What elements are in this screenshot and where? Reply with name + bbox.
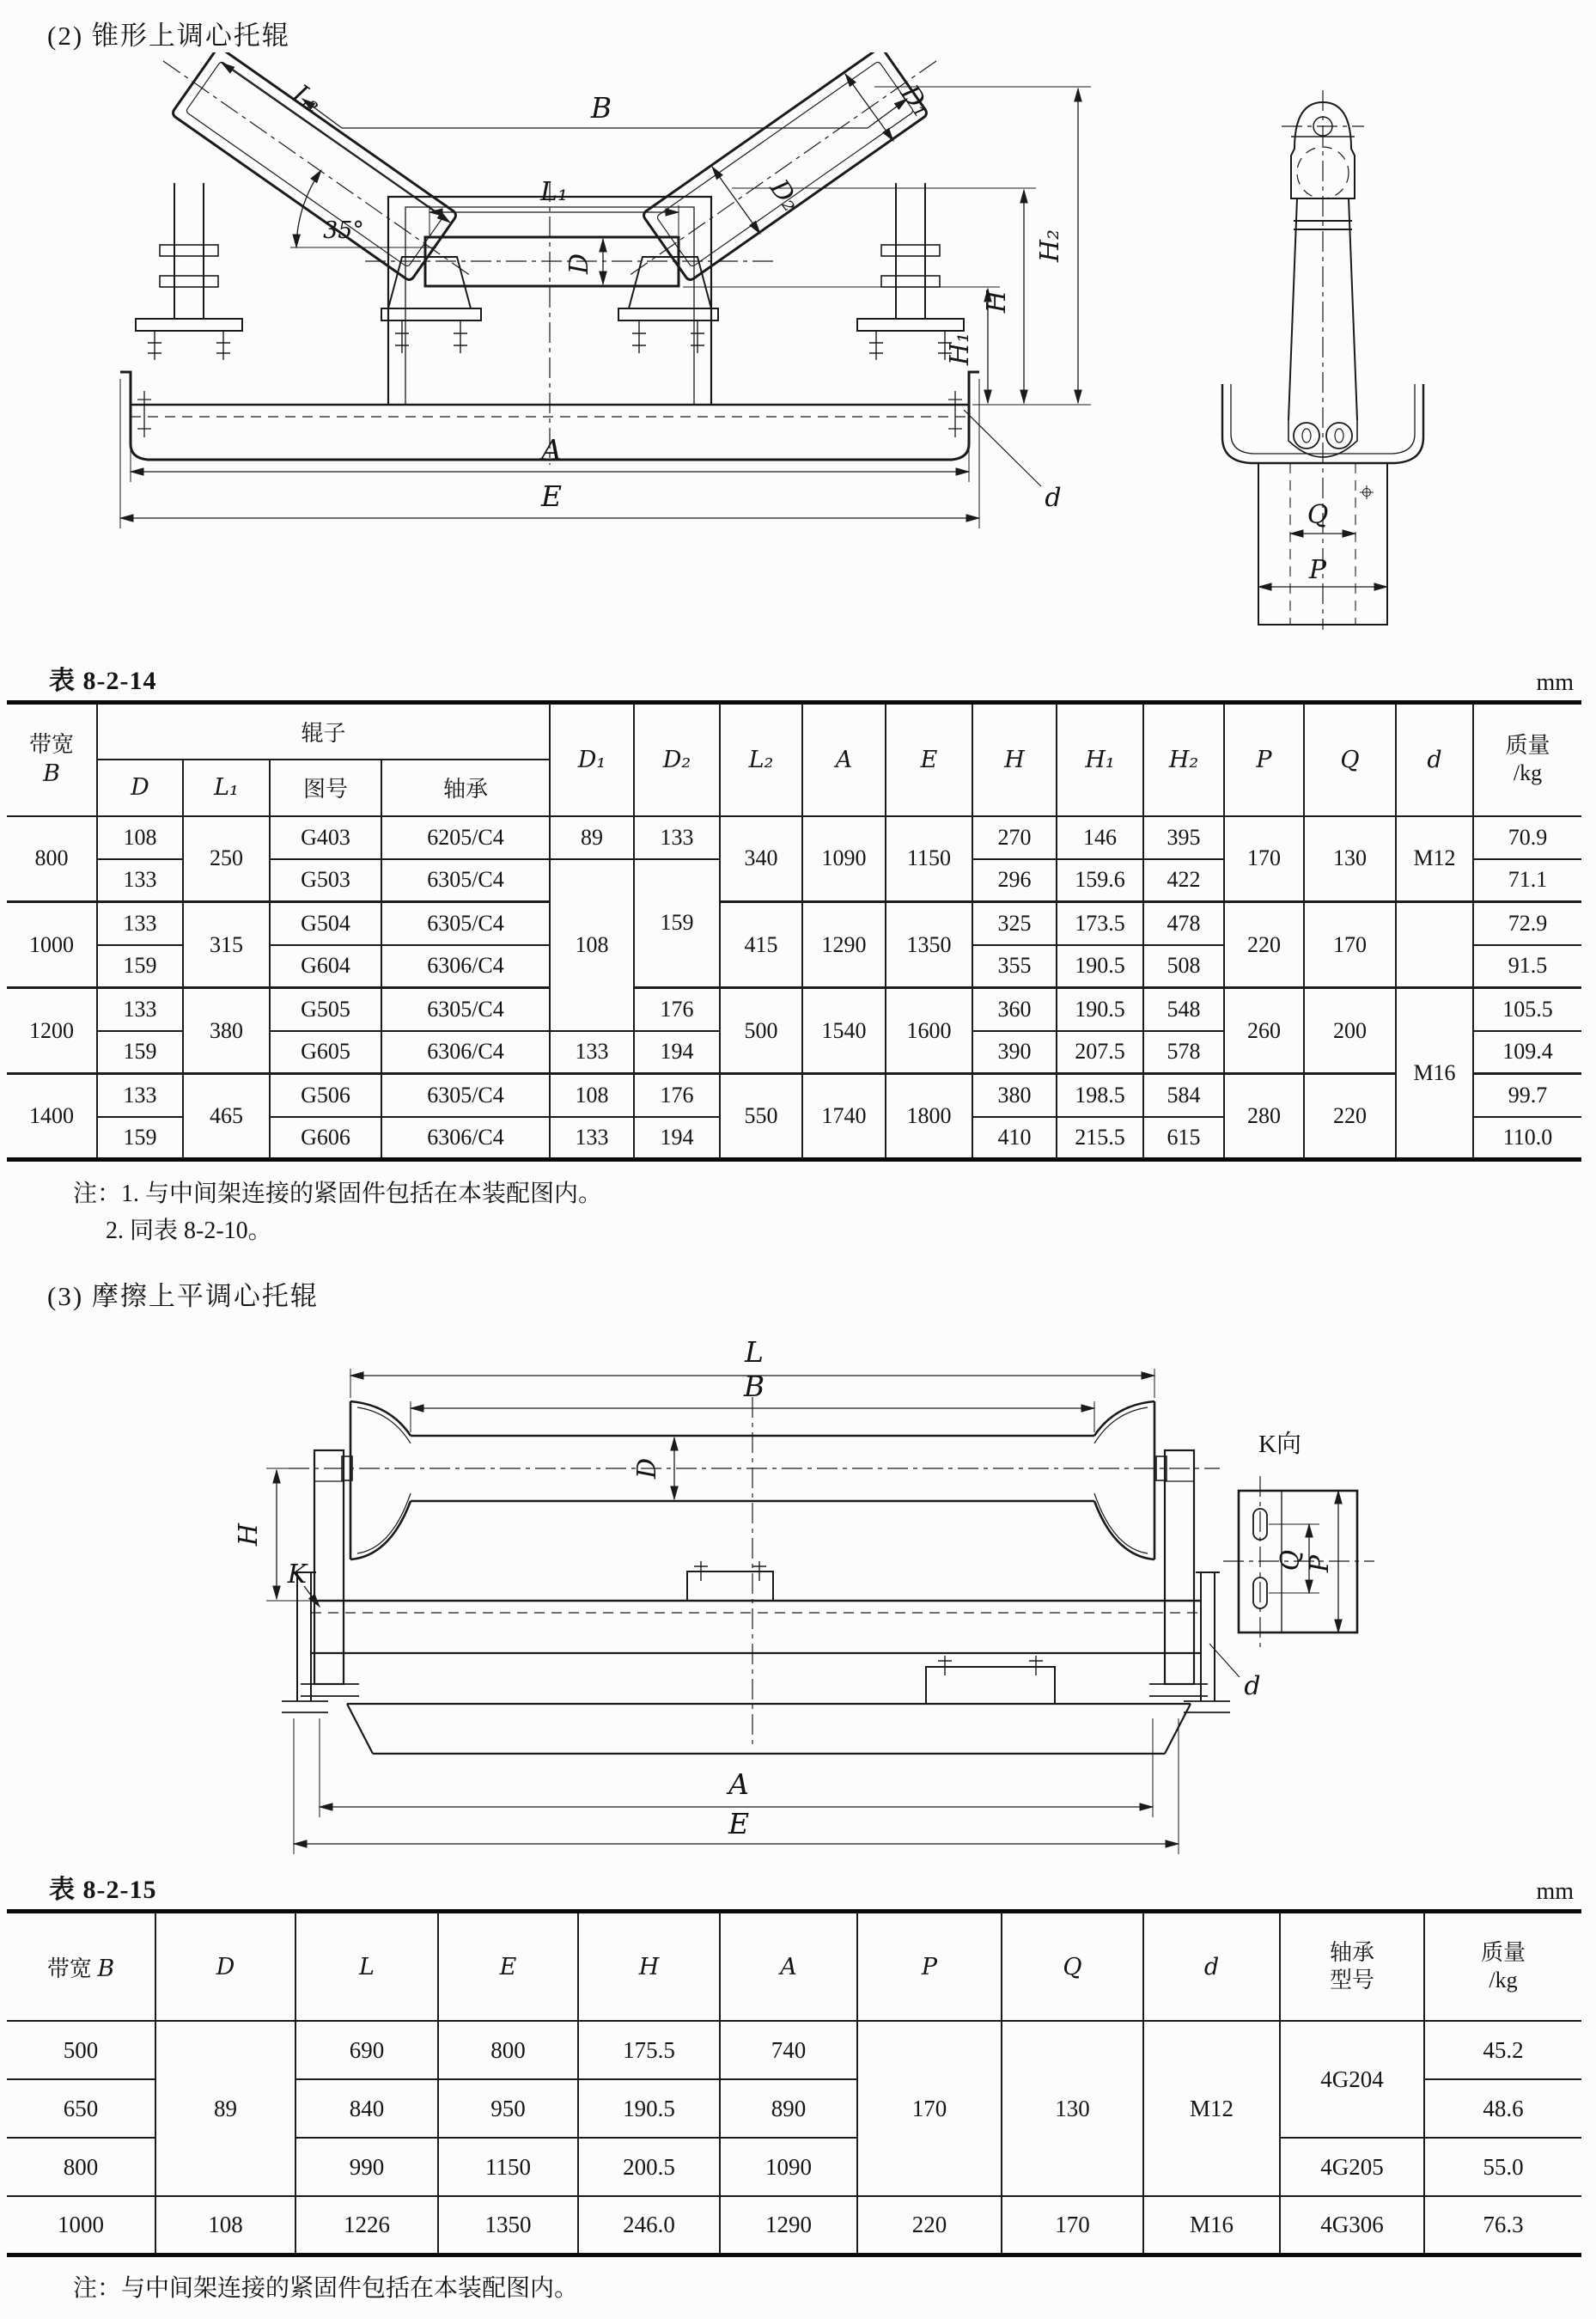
cell-P: 260 [1224, 988, 1304, 1074]
dim-label-L: L [745, 1334, 764, 1369]
cell-H2: 584 [1143, 1074, 1224, 1117]
cell-L2: 340 [720, 816, 802, 902]
cell-brg: 6305/C4 [381, 859, 550, 902]
cell-B: 800 [7, 816, 97, 902]
cell-L: 840 [295, 2079, 438, 2138]
header-P: P [857, 1911, 1002, 2021]
cell-mass: 91.5 [1473, 945, 1581, 988]
header-bearing-model [1280, 1911, 1424, 2021]
dim-label-D1: D₁ [894, 79, 937, 123]
cell-H: 390 [972, 1031, 1057, 1074]
cell-Q: 130 [1002, 2021, 1143, 2196]
cell-B: 1000 [7, 2196, 155, 2255]
cell-A: 1290 [802, 902, 886, 988]
cell-brg: 6306/C4 [381, 945, 550, 988]
cell-B: 1200 [7, 988, 97, 1074]
table-row [7, 2196, 1581, 2255]
cell-D2: 176 [634, 1074, 720, 1117]
cell-mass: 55.0 [1424, 2138, 1581, 2196]
header-mass-unit: /kg [1513, 760, 1543, 786]
front-view-structure [120, 52, 979, 465]
cell-H: 190.5 [578, 2079, 720, 2138]
dim-label-B: B [590, 91, 612, 125]
cell-D: 133 [97, 902, 183, 945]
cell-d: M16 [1396, 988, 1473, 1160]
cell-A: 1090 [802, 816, 886, 902]
cell-Q: 170 [1002, 2196, 1143, 2255]
idler-dimension-table-8-2-14 [7, 700, 1581, 1162]
cell-mass: 72.9 [1473, 902, 1581, 945]
cell-bearing: 4G204 [1280, 2021, 1424, 2138]
cell-E: 950 [438, 2079, 578, 2138]
cell-E: 800 [438, 2021, 578, 2079]
cell-B: 800 [7, 2138, 155, 2196]
dim-label-B: B [743, 1369, 765, 1403]
cell-H1: 207.5 [1057, 1031, 1143, 1074]
cell-H2: 615 [1143, 1117, 1224, 1160]
header-D: D [155, 1911, 295, 2021]
cell-d: M16 [1143, 2196, 1280, 2255]
cell-B: 650 [7, 2079, 155, 2138]
header-d: d [1143, 1911, 1280, 2021]
header-H: H [972, 703, 1057, 816]
table-row [7, 1074, 1581, 1117]
header-L: L [295, 1911, 438, 2021]
cell-H1: 215.5 [1057, 1117, 1143, 1160]
cell-H1: 198.5 [1057, 1074, 1143, 1117]
table-row [7, 2021, 1581, 2079]
cell-brg: 6205/C4 [381, 816, 550, 859]
table2-caption: 表 8-2-15 [49, 1875, 157, 1904]
dim-label-angle-35: 35° [323, 217, 364, 244]
header-Q: Q [1002, 1911, 1143, 2021]
cell-mass: 109.4 [1473, 1031, 1581, 1074]
trough-idler-assembly-drawing [0, 52, 1596, 654]
header-bearing: 轴承 [381, 760, 550, 816]
cell-H2: 578 [1143, 1031, 1224, 1074]
cell-A: 890 [720, 2079, 857, 2138]
k-view-label: K向 [1258, 1430, 1301, 1458]
table1-note-2: 2. 同表 8-2-10。 [106, 1217, 272, 1245]
header-P: P [1224, 703, 1304, 816]
cell-D: 159 [97, 1117, 183, 1160]
cell-Q: 130 [1304, 816, 1396, 902]
table1-note-1: 注：1. 与中间架连接的紧固件包括在本装配图内。 [73, 1181, 603, 1207]
cell-mass: 110.0 [1473, 1117, 1581, 1160]
cell-H1: 173.5 [1057, 902, 1143, 945]
cell-brg: 6306/C4 [381, 1031, 550, 1074]
side-view-structure [1222, 90, 1423, 630]
header-bandwidth [7, 703, 97, 816]
cell-fig: G504 [270, 902, 381, 945]
cell-H1: 190.5 [1057, 988, 1143, 1031]
section-3-heading: (3) 摩擦上平调心托辊 [47, 1280, 319, 1311]
cell-fig: G506 [270, 1074, 381, 1117]
table-row [7, 988, 1581, 1031]
cell-D2: 159 [634, 859, 720, 988]
header-L1: L₁ [183, 760, 270, 816]
cell-H: 360 [972, 988, 1057, 1031]
cell-H: 270 [972, 816, 1057, 859]
dim-label-Q: Q [1307, 500, 1329, 530]
cell-mass: 76.3 [1424, 2196, 1581, 2255]
cell-L1: 380 [183, 988, 270, 1074]
header-H: H [578, 1911, 720, 2021]
table1-unit: mm [1536, 669, 1574, 696]
dim-label-E: E [728, 1806, 750, 1840]
cell-H2: 422 [1143, 859, 1224, 902]
table2-caption-row [49, 1868, 1574, 1906]
cell-H1: 159.6 [1057, 859, 1143, 902]
table-row [7, 816, 1581, 859]
header-mass [1424, 1911, 1581, 2021]
cell-L: 690 [295, 2021, 438, 2079]
cell-fig: G605 [270, 1031, 381, 1074]
cell-L1: 250 [183, 816, 270, 902]
header-bandwidth-cn: 带宽 [46, 1956, 98, 1981]
header-mass-cn: 质量 [1505, 732, 1550, 758]
cell-A: 740 [720, 2021, 857, 2079]
table2-unit: mm [1536, 1877, 1574, 1905]
section-2-heading: (2) 锥形上调心托辊 [47, 21, 290, 51]
cell-H: 175.5 [578, 2021, 720, 2079]
cell-D: 159 [97, 1031, 183, 1074]
cell-B: 500 [7, 2021, 155, 2079]
cell-H: 410 [972, 1117, 1057, 1160]
cell-fig: G505 [270, 988, 381, 1031]
cell-P: 170 [857, 2021, 1002, 2196]
cell-H: 200.5 [578, 2138, 720, 2196]
cell-A: 1540 [802, 988, 886, 1074]
scanned-handbook-page [0, 14, 1596, 2319]
dim-label-H2: H₂ [1035, 229, 1065, 263]
header-mass [1473, 703, 1581, 816]
cell-mass: 99.7 [1473, 1074, 1581, 1117]
cell-L2: 500 [720, 988, 802, 1074]
cell-mass: 71.1 [1473, 859, 1581, 902]
cell-bearing: 4G205 [1280, 2138, 1424, 2196]
cell-L2: 415 [720, 902, 802, 988]
cell-fig: G503 [270, 859, 381, 902]
dim-label-D2: D₂ [764, 174, 807, 217]
header-bandwidth-var: B [43, 760, 60, 787]
cell-A: 1090 [720, 2138, 857, 2196]
cell-D1: 89 [550, 816, 634, 859]
dim-label-L1: L₁ [540, 177, 568, 207]
table-row [7, 902, 1581, 945]
header-fig-no: 图号 [270, 760, 381, 816]
header-L2: L₂ [720, 703, 802, 816]
flat-idler-assembly-drawing [0, 1313, 1596, 1863]
header-bandwidth-cn: 带宽 [28, 732, 74, 758]
cell-d: M12 [1396, 816, 1473, 902]
cell-fig: G606 [270, 1117, 381, 1160]
cell-D: 133 [97, 859, 183, 902]
cell-D2: 194 [634, 1117, 720, 1160]
cell-B: 1000 [7, 902, 97, 988]
header-roller-group: 辊子 [97, 703, 550, 760]
cell-mass: 70.9 [1473, 816, 1581, 859]
dim-label-d: d [1045, 483, 1062, 513]
cell-H: 355 [972, 945, 1057, 988]
header-bandwidth [7, 1911, 155, 2021]
cell-P: 220 [857, 2196, 1002, 2255]
cell-D: 108 [97, 816, 183, 859]
cell-D1: 108 [550, 859, 634, 1031]
dim-label-H: H [234, 1523, 264, 1546]
cell-A: 1290 [720, 2196, 857, 2255]
cell-Q: 200 [1304, 988, 1396, 1074]
cell-E: 1600 [886, 988, 972, 1074]
cell-brg: 6305/C4 [381, 988, 550, 1031]
cell-bearing: 4G306 [1280, 2196, 1424, 2255]
cell-d [1396, 902, 1473, 988]
cell-H2: 478 [1143, 902, 1224, 945]
cell-E: 1800 [886, 1074, 972, 1160]
header-bandwidth-var: B [97, 1955, 115, 1982]
cell-A: 1740 [802, 1074, 886, 1160]
dim-label-A: A [541, 433, 562, 467]
dim-label-d: d [1244, 1670, 1261, 1701]
cell-D: 133 [97, 1074, 183, 1117]
dim-label-L2: L₂ [287, 78, 327, 119]
cell-Q: 170 [1304, 902, 1396, 988]
header-bearing-line2: 型号 [1329, 1968, 1374, 1993]
cell-D2: 133 [634, 816, 720, 859]
cell-L1: 315 [183, 902, 270, 988]
cell-D2: 194 [634, 1031, 720, 1074]
cell-H2: 508 [1143, 945, 1224, 988]
table1-caption-row [49, 659, 1574, 697]
dim-label-P: P [1308, 555, 1327, 585]
header-bearing-line1: 轴承 [1329, 1939, 1374, 1965]
cell-P: 220 [1224, 902, 1304, 988]
cell-Q: 220 [1304, 1074, 1396, 1160]
dim-label-H: H [982, 290, 1012, 314]
cell-fig: G604 [270, 945, 381, 988]
header-E: E [886, 703, 972, 816]
cell-D: 133 [97, 988, 183, 1031]
cell-D: 89 [155, 2021, 295, 2196]
cell-P: 170 [1224, 816, 1304, 902]
header-A: A [802, 703, 886, 816]
cell-D1: 133 [550, 1117, 634, 1160]
cell-D2: 176 [634, 988, 720, 1031]
cell-H2: 548 [1143, 988, 1224, 1031]
cell-D1: 133 [550, 1031, 634, 1074]
cell-H1: 190.5 [1057, 945, 1143, 988]
dim-label-D: D [564, 253, 594, 275]
cell-E: 1150 [886, 816, 972, 902]
cell-L2: 550 [720, 1074, 802, 1160]
dim-label-D: D [632, 1457, 662, 1479]
dim-label-P: P [1305, 1554, 1335, 1572]
dim-label-A: A [728, 1767, 749, 1801]
header-A: A [720, 1911, 857, 2021]
dim-label-E: E [540, 479, 563, 513]
cell-mass: 45.2 [1424, 2021, 1581, 2079]
cell-P: 280 [1224, 1074, 1304, 1160]
cell-brg: 6306/C4 [381, 1117, 550, 1160]
cell-B: 1400 [7, 1074, 97, 1160]
header-H2: H₂ [1143, 703, 1224, 816]
cell-H: 325 [972, 902, 1057, 945]
cell-brg: 6305/C4 [381, 1074, 550, 1117]
flat-idler-structure [282, 1397, 1230, 1754]
header-mass-unit: /kg [1489, 1968, 1518, 1993]
cell-brg: 6305/C4 [381, 902, 550, 945]
table2-note: 注：与中间架连接的紧固件包括在本装配图内。 [73, 2274, 579, 2302]
cell-E: 1350 [438, 2196, 578, 2255]
table1-caption: 表 8-2-14 [49, 667, 157, 695]
cell-mass: 48.6 [1424, 2079, 1581, 2138]
table1-notes [73, 1175, 1596, 1250]
header-D1: D₁ [550, 703, 634, 816]
header-mass-cn: 质量 [1480, 1939, 1526, 1965]
cell-mass: 105.5 [1473, 988, 1581, 1031]
dim-label-H1: H₁ [945, 332, 975, 366]
idler-dimension-table-8-2-15 [7, 1909, 1581, 2257]
cell-E: 1350 [886, 902, 972, 988]
cell-L: 990 [295, 2138, 438, 2196]
header-D2: D₂ [634, 703, 720, 816]
cell-H: 380 [972, 1074, 1057, 1117]
cell-H: 296 [972, 859, 1057, 902]
cell-D: 159 [97, 945, 183, 988]
dim-label-Q: Q [1276, 1549, 1306, 1571]
dim-label-K: K [287, 1559, 308, 1590]
cell-H: 246.0 [578, 2196, 720, 2255]
cell-d: M12 [1143, 2021, 1280, 2196]
cell-L1: 465 [183, 1074, 270, 1160]
header-E: E [438, 1911, 578, 2021]
cell-E: 1150 [438, 2138, 578, 2196]
header-d: d [1396, 703, 1473, 816]
cell-H1: 146 [1057, 816, 1143, 859]
cell-fig: G403 [270, 816, 381, 859]
header-Q: Q [1304, 703, 1396, 816]
cell-D: 108 [155, 2196, 295, 2255]
cell-L: 1226 [295, 2196, 438, 2255]
header-D: D [97, 760, 183, 816]
cell-H2: 395 [1143, 816, 1224, 859]
cell-D1: 108 [550, 1074, 634, 1117]
header-H1: H₁ [1057, 703, 1143, 816]
